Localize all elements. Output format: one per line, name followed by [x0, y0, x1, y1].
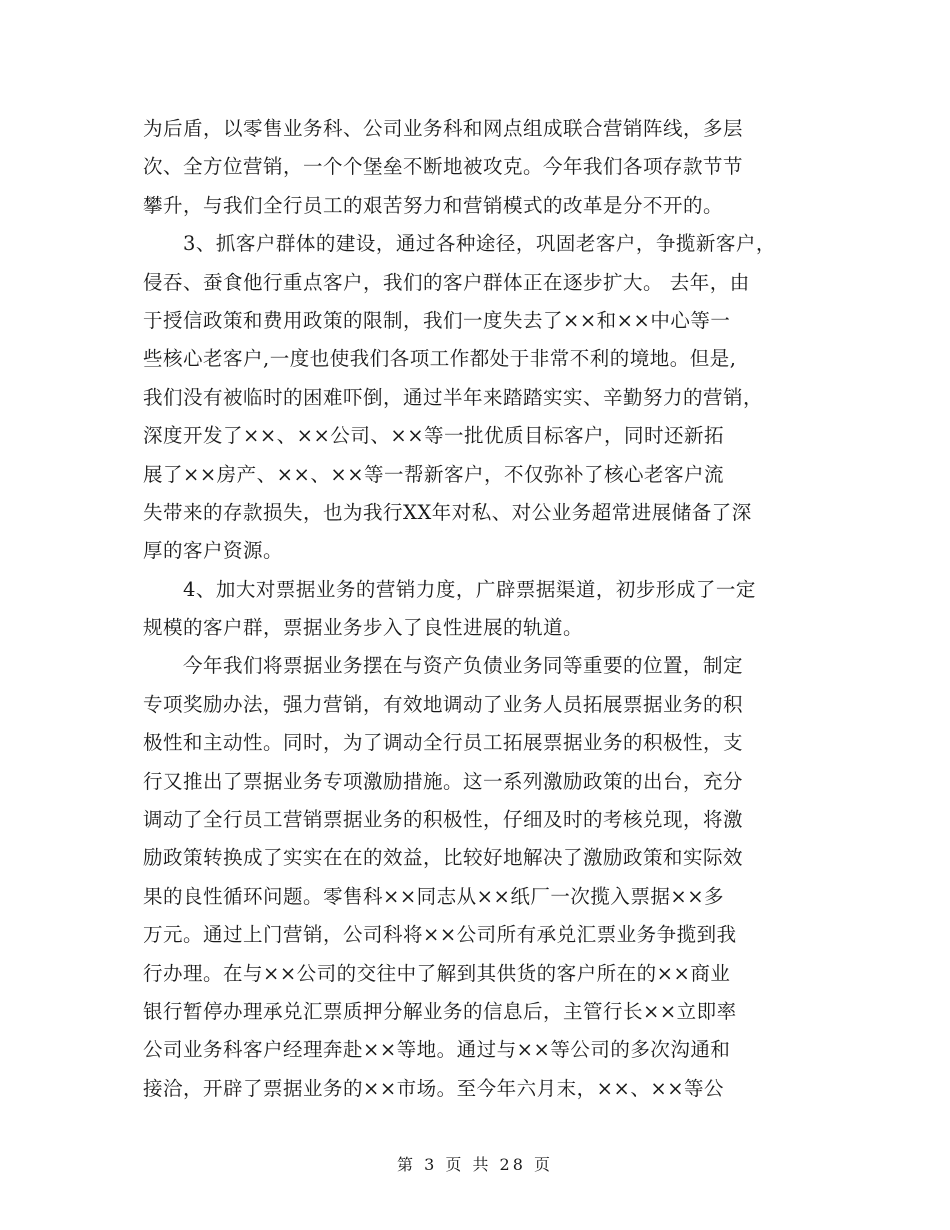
text-line: 行办理。在与××公司的交往中了解到其供货的客户所在的××商业 [143, 961, 731, 985]
footer-suffix: 页 [534, 1155, 554, 1174]
text-line: 万元。通过上门营销，公司科将××公司所有承兑汇票业务争揽到我 [143, 923, 737, 947]
text-line: 今年我们将票据业务摆在与资产负债业务同等重要的位置，制定 [143, 654, 744, 678]
text-line: 展了××房产、××、××等一帮新客户，不仅弥补了核心老客户流 [143, 462, 725, 486]
text-line: 4、加大对票据业务的营销力度，广辟票据渠道，初步形成了一定 [143, 577, 756, 601]
text-line: 调动了全行员工营销票据业务的积极性，仔细及时的考核兑现，将激 [143, 808, 744, 832]
footer-prefix: 第 [396, 1155, 416, 1174]
text-line: 公司业务科客户经理奔赴××等地。通过与××等公司的多次沟通和 [143, 1038, 731, 1062]
text-line: 3、抓客户群体的建设，通过各种途径，巩固老客户，争揽新客户， [143, 232, 776, 256]
footer-middle: 页 共 [445, 1155, 492, 1174]
text-line: 为后盾，以零售业务科、公司业务科和网点组成联合营销阵线，多层 [143, 117, 744, 140]
text-line: 极性和主动性。同时，为了调动全行员工拓展票据业务的积极性，支 [143, 731, 744, 755]
current-page-number: 3 [424, 1155, 438, 1174]
text-line: 失带来的存款损失，也为我行XX年对私、对公业务超常进展储备了深 [143, 500, 752, 524]
text-line: 果的良性循环问题。零售科××同志从××纸厂一次揽入票据××多 [143, 884, 725, 908]
text-line: 励政策转换成了实实在在的效益，比较好地解决了激励政策和实际效 [143, 846, 744, 870]
text-line: 银行暂停办理承兑汇票质押分解业务的信息后，主管行长××立即率 [143, 999, 737, 1023]
text-line: 侵吞、蚕食他行重点客户，我们的客户群体正在逐步扩大。 去年，由 [143, 270, 750, 294]
text-line: 行又推出了票据业务专项激励措施。这一系列激励政策的出台，充分 [143, 769, 744, 793]
page-footer [0, 1153, 950, 1177]
total-pages-number: 28 [499, 1155, 526, 1174]
text-line: 我们没有被临时的困难吓倒，通过半年来踏踏实实、辛勤努力的营销， [143, 385, 764, 409]
text-line: 些核心老客户,一度也使我们各项工作都处于非常不利的境地。但是, [143, 347, 737, 371]
text-line: 于授信政策和费用政策的限制，我们一度失去了××和××中心等一 [143, 308, 731, 332]
body-text [143, 110, 813, 1108]
text-line: 厚的客户资源。 [143, 539, 284, 563]
text-line: 深度开发了××、××公司、××等一批优质目标客户，同时还新拓 [143, 424, 725, 448]
text-line: 次、全方位营销，一个个堡垒不断地被攻克。今年我们各项存款节节 [143, 155, 744, 179]
text-line: 接洽，开辟了票据业务的××市场。至今年六月末，××、××等公 [143, 1076, 725, 1100]
text-line: 规模的客户群，票据业务步入了良性进展的轨道。 [143, 616, 584, 640]
text-line: 专项奖励办法，强力营销，有效地调动了业务人员拓展票据业务的积 [143, 692, 744, 716]
text-line: 攀升，与我们全行员工的艰苦努力和营销模式的改革是分不开的。 [143, 193, 724, 217]
